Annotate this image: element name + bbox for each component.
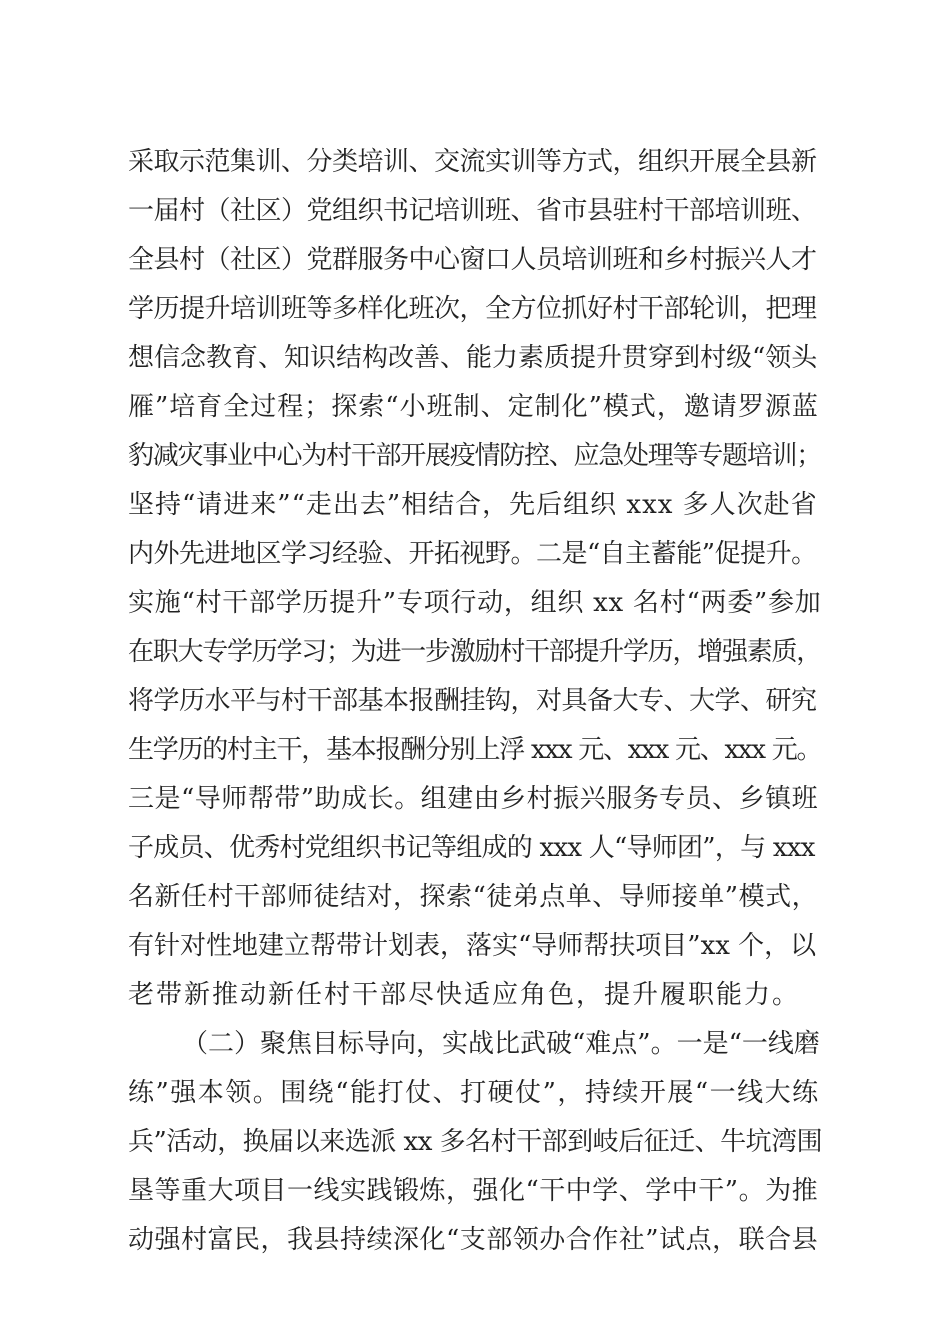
text-line: 兵”活动，换届以来选派 xx 多名村干部到岐后征迁、牛坑湾围 xyxy=(128,1127,823,1157)
text-line: 三是“导师帮带”助成长。组建由乡村振兴服务专员、乡镇班 xyxy=(128,784,819,814)
text-line: 将学历水平与村干部基本报酬挂钩，对具备大专、大学、研究 xyxy=(128,686,817,716)
text-line: 坚持“请进来”“走出去”相结合，先后组织 xxx 多人次赴省 xyxy=(128,490,818,520)
text-line: 动强村富民，我县持续深化“支部领办合作社”试点，联合县 xyxy=(128,1225,819,1255)
text-line: 在职大专学历学习；为进一步激励村干部提升学历，增强素质， xyxy=(128,637,822,667)
text-line: 老带新推动新任村干部尽快适应角色，提升履职能力。 xyxy=(128,980,801,1010)
text-line: 雁”培育全过程；探索“小班制、定制化”模式，邀请罗源蓝 xyxy=(128,392,819,422)
text-line: 学历提升培训班等多样化班次，全方位抓好村干部轮训，把理 xyxy=(128,294,817,324)
text-line: 全县村（社区）党群服务中心窗口人员培训班和乡村振兴人才 xyxy=(128,245,817,275)
text-line: 内外先进地区学习经验、开拓视野。二是“自主蓄能”促提升。 xyxy=(128,539,817,569)
text-line: 有针对性地建立帮带计划表，落实“导师帮扶项目”xx 个，以 xyxy=(128,931,817,961)
text-line: 实施“村干部学历提升”专项行动，组织 xx 名村“两委”参加 xyxy=(128,588,822,618)
text-line: 垦等重大项目一线实践锻炼，强化“干中学、学中干”。为推 xyxy=(128,1176,819,1206)
text-line: 一届村（社区）党组织书记培训班、省市县驻村干部培训班、 xyxy=(128,196,817,226)
section-heading-line: （二）聚焦目标导向，实战比武破“难点”。一是“一线磨 xyxy=(182,1029,820,1059)
text-line: 豹减灾事业中心为村干部开展疫情防控、应急处理等专题培训； xyxy=(128,441,822,471)
text-line: 子成员、优秀村党组织书记等组成的 xxx 人“导师团”，与 xxx xyxy=(128,833,815,863)
text-line: 名新任村干部师徒结对，探索“徒弟点单、导师接单”模式， xyxy=(128,882,819,912)
text-line: 想信念教育、知识结构改善、能力素质提升贯穿到村级“领头 xyxy=(128,343,818,373)
text-line: 生学历的村主干，基本报酬分别上浮 xxx 元、xxx 元、xxx 元。 xyxy=(128,735,822,765)
text-line: 练”强本领。围绕“能打仗、打硬仗”，持续开展“一线大练 xyxy=(128,1078,820,1108)
text-line: 采取示范集训、分类培训、交流实训等方式，组织开展全县新 xyxy=(128,147,817,177)
